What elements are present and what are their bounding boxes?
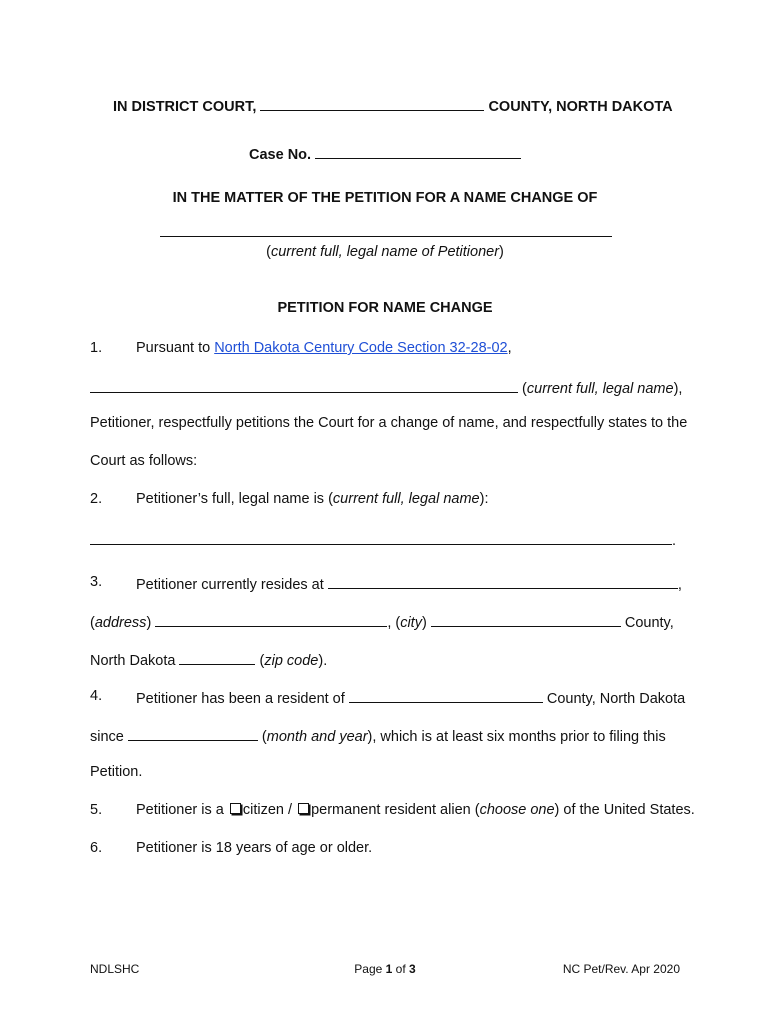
- para-1-line-2: (current full, legal name),: [90, 378, 682, 397]
- resident-county-blank[interactable]: [349, 688, 543, 703]
- para-3-line-3: North Dakota (zip code).: [90, 650, 327, 669]
- para-3-line-1: Petitioner currently resides at ,: [136, 574, 682, 593]
- city-blank[interactable]: [431, 612, 621, 627]
- para-1-line-1: Pursuant to North Dakota Century Code Section 32-28-02,: [136, 340, 512, 356]
- para-4-line-1: Petitioner has been a resident of County, North Dakota: [136, 688, 685, 707]
- para-4-number: 4.: [90, 688, 103, 704]
- case-number-blank[interactable]: [315, 144, 521, 159]
- para-6-line-1: Petitioner is 18 years of age or older.: [136, 840, 373, 856]
- petition-title: PETITION FOR NAME CHANGE: [277, 300, 493, 316]
- para-1-line-4: Court as follows:: [90, 453, 198, 469]
- footer-page: Page 1 of 3: [354, 962, 416, 976]
- address-blank[interactable]: [155, 612, 387, 627]
- citizen-checkbox[interactable]: [230, 803, 241, 814]
- para-2-number: 2.: [90, 491, 103, 507]
- permanent-resident-checkbox[interactable]: [298, 803, 309, 814]
- residency-date-blank[interactable]: [128, 726, 258, 741]
- para-3-line-2: (address) , (city) County,: [90, 612, 674, 631]
- residence-blank[interactable]: [328, 574, 678, 589]
- para-2-line-2: .: [90, 530, 676, 549]
- footer-left: NDLSHC: [90, 962, 140, 976]
- county-blank[interactable]: [260, 96, 484, 111]
- para-5-number: 5.: [90, 802, 103, 818]
- name-caption: (current full, legal name of Petitioner): [266, 244, 504, 260]
- matter-title: IN THE MATTER OF THE PETITION FOR A NAME CHANGE OF: [172, 190, 598, 206]
- current-name-blank[interactable]: [90, 378, 518, 393]
- para-2-line-1: Petitioner’s full, legal name is (current full, legal name):: [136, 491, 489, 507]
- court-header: IN DISTRICT COURT, COUNTY, NORTH DAKOTA: [113, 96, 673, 115]
- statute-link[interactable]: North Dakota Century Code Section 32-28-02: [214, 340, 508, 356]
- para-6-number: 6.: [90, 840, 103, 856]
- para-1-number: 1.: [90, 340, 103, 356]
- petitioner-name-blank[interactable]: [160, 222, 612, 237]
- para-1-line-3: Petitioner, respectfully petitions the Court for a change of name, and respectfully states to the: [90, 415, 688, 431]
- para-5-line-1: Petitioner is a citizen / permanent resident alien (choose one) of the United States.: [136, 802, 695, 818]
- full-legal-name-blank[interactable]: [90, 530, 672, 545]
- para-4-line-2: since (month and year), which is at least six months prior to filing this: [90, 726, 666, 745]
- zip-blank[interactable]: [179, 650, 255, 665]
- case-number-line: Case No.: [249, 144, 521, 163]
- footer-right: NC Pet/Rev. Apr 2020: [562, 962, 680, 976]
- para-3-number: 3.: [90, 574, 103, 590]
- para-4-line-3: Petition.: [90, 764, 143, 780]
